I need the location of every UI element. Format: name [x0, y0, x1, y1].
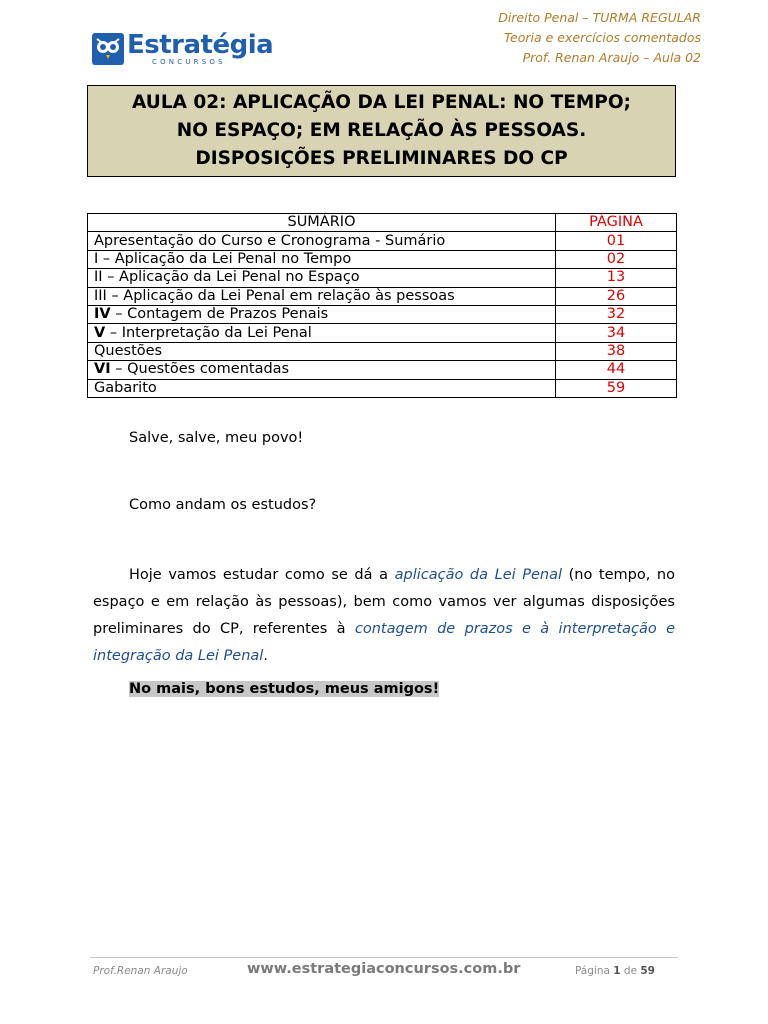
logo-wordmark: Estratégia: [127, 30, 274, 60]
title-line-1: AULA 02: APLICAÇÃO DA LEI PENAL: NO TEMPO;: [132, 92, 631, 113]
header-subtitle: Teoria e exercícios comentados: [503, 30, 701, 45]
table-row: [88, 305, 677, 323]
question-paragraph: Como andam os estudos?: [129, 497, 317, 513]
table-row: [88, 379, 677, 397]
closing-paragraph: [93, 681, 675, 697]
toc-entry: III – Aplicação da Lei Penal em relação às pessoas: [88, 287, 556, 305]
toc-page: 32: [556, 305, 677, 323]
title-line-2: NO ESPAÇO; EM RELAÇÃO ÀS PESSOAS.: [176, 120, 587, 141]
table-row: [88, 250, 677, 268]
toc-page: 38: [556, 342, 677, 360]
toc-entry: II – Aplicação da Lei Penal no Espaço: [88, 269, 556, 287]
toc-page: 02: [556, 250, 677, 268]
table-row: [88, 342, 677, 360]
toc-page: 59: [556, 379, 677, 397]
table-row: [88, 361, 677, 379]
highlight-prazos: contagem de prazos e à interpretação e integração da Lei Penal: [93, 621, 675, 664]
owl-icon: [92, 33, 124, 65]
summary-table: [87, 213, 677, 398]
footer-divider: [90, 957, 678, 958]
footer-website-link[interactable]: www.estrategiaconcursos.com.br: [247, 961, 521, 977]
table-row: [88, 232, 677, 250]
greeting-paragraph: Salve, salve, meu povo!: [129, 430, 304, 446]
toc-page: 26: [556, 287, 677, 305]
table-row: [88, 287, 677, 305]
title-line-3: DISPOSIÇÕES PRELIMINARES DO CP: [195, 148, 568, 169]
footer-author: Prof.Renan Araujo: [93, 965, 188, 977]
toc-entry: I – Aplicação da Lei Penal no Tempo: [88, 250, 556, 268]
toc-page: 01: [556, 232, 677, 250]
lesson-title-box: [87, 85, 676, 177]
highlight-lei-penal: aplicação da Lei Penal: [394, 567, 563, 583]
toc-page: 13: [556, 269, 677, 287]
toc-entry: Gabarito: [88, 379, 556, 397]
running-header: [498, 8, 701, 68]
toc-entry: Apresentação do Curso e Cronograma - Sumário: [88, 232, 556, 250]
logo-subtitle: CONCURSOS: [152, 58, 226, 66]
summary-column-header: SUMÁRIO: [88, 214, 556, 232]
toc-entry: IV – Contagem de Prazos Penais: [88, 305, 556, 323]
page-column-header: PÁGINA: [556, 214, 677, 232]
table-row: [88, 324, 677, 342]
toc-entry: V – Interpretação da Lei Penal: [88, 324, 556, 342]
header-course: Direito Penal – TURMA REGULAR: [498, 10, 701, 25]
table-row: [88, 269, 677, 287]
header-lesson: Prof. Renan Araujo – Aula 02: [522, 50, 701, 65]
toc-page: 44: [556, 361, 677, 379]
estrategia-logo: [92, 30, 274, 69]
intro-paragraph: Hoje vamos estudar como se dá a aplicação da Lei Penal (no tempo, no espaço e em relação às pessoas), bem como vamos ver algumas disposições preliminares do CP, referentes à contagem de prazos e à interpretação e integração da Lei Penal.: [93, 567, 675, 664]
footer-page-number: Página 1 de 59: [574, 965, 655, 977]
toc-entry: VI – Questões comentadas: [88, 361, 556, 379]
summary-header-row: [88, 214, 677, 232]
toc-entry: Questões: [88, 342, 556, 360]
toc-page: 34: [556, 324, 677, 342]
closing-highlight: No mais, bons estudos, meus amigos!: [129, 681, 440, 697]
